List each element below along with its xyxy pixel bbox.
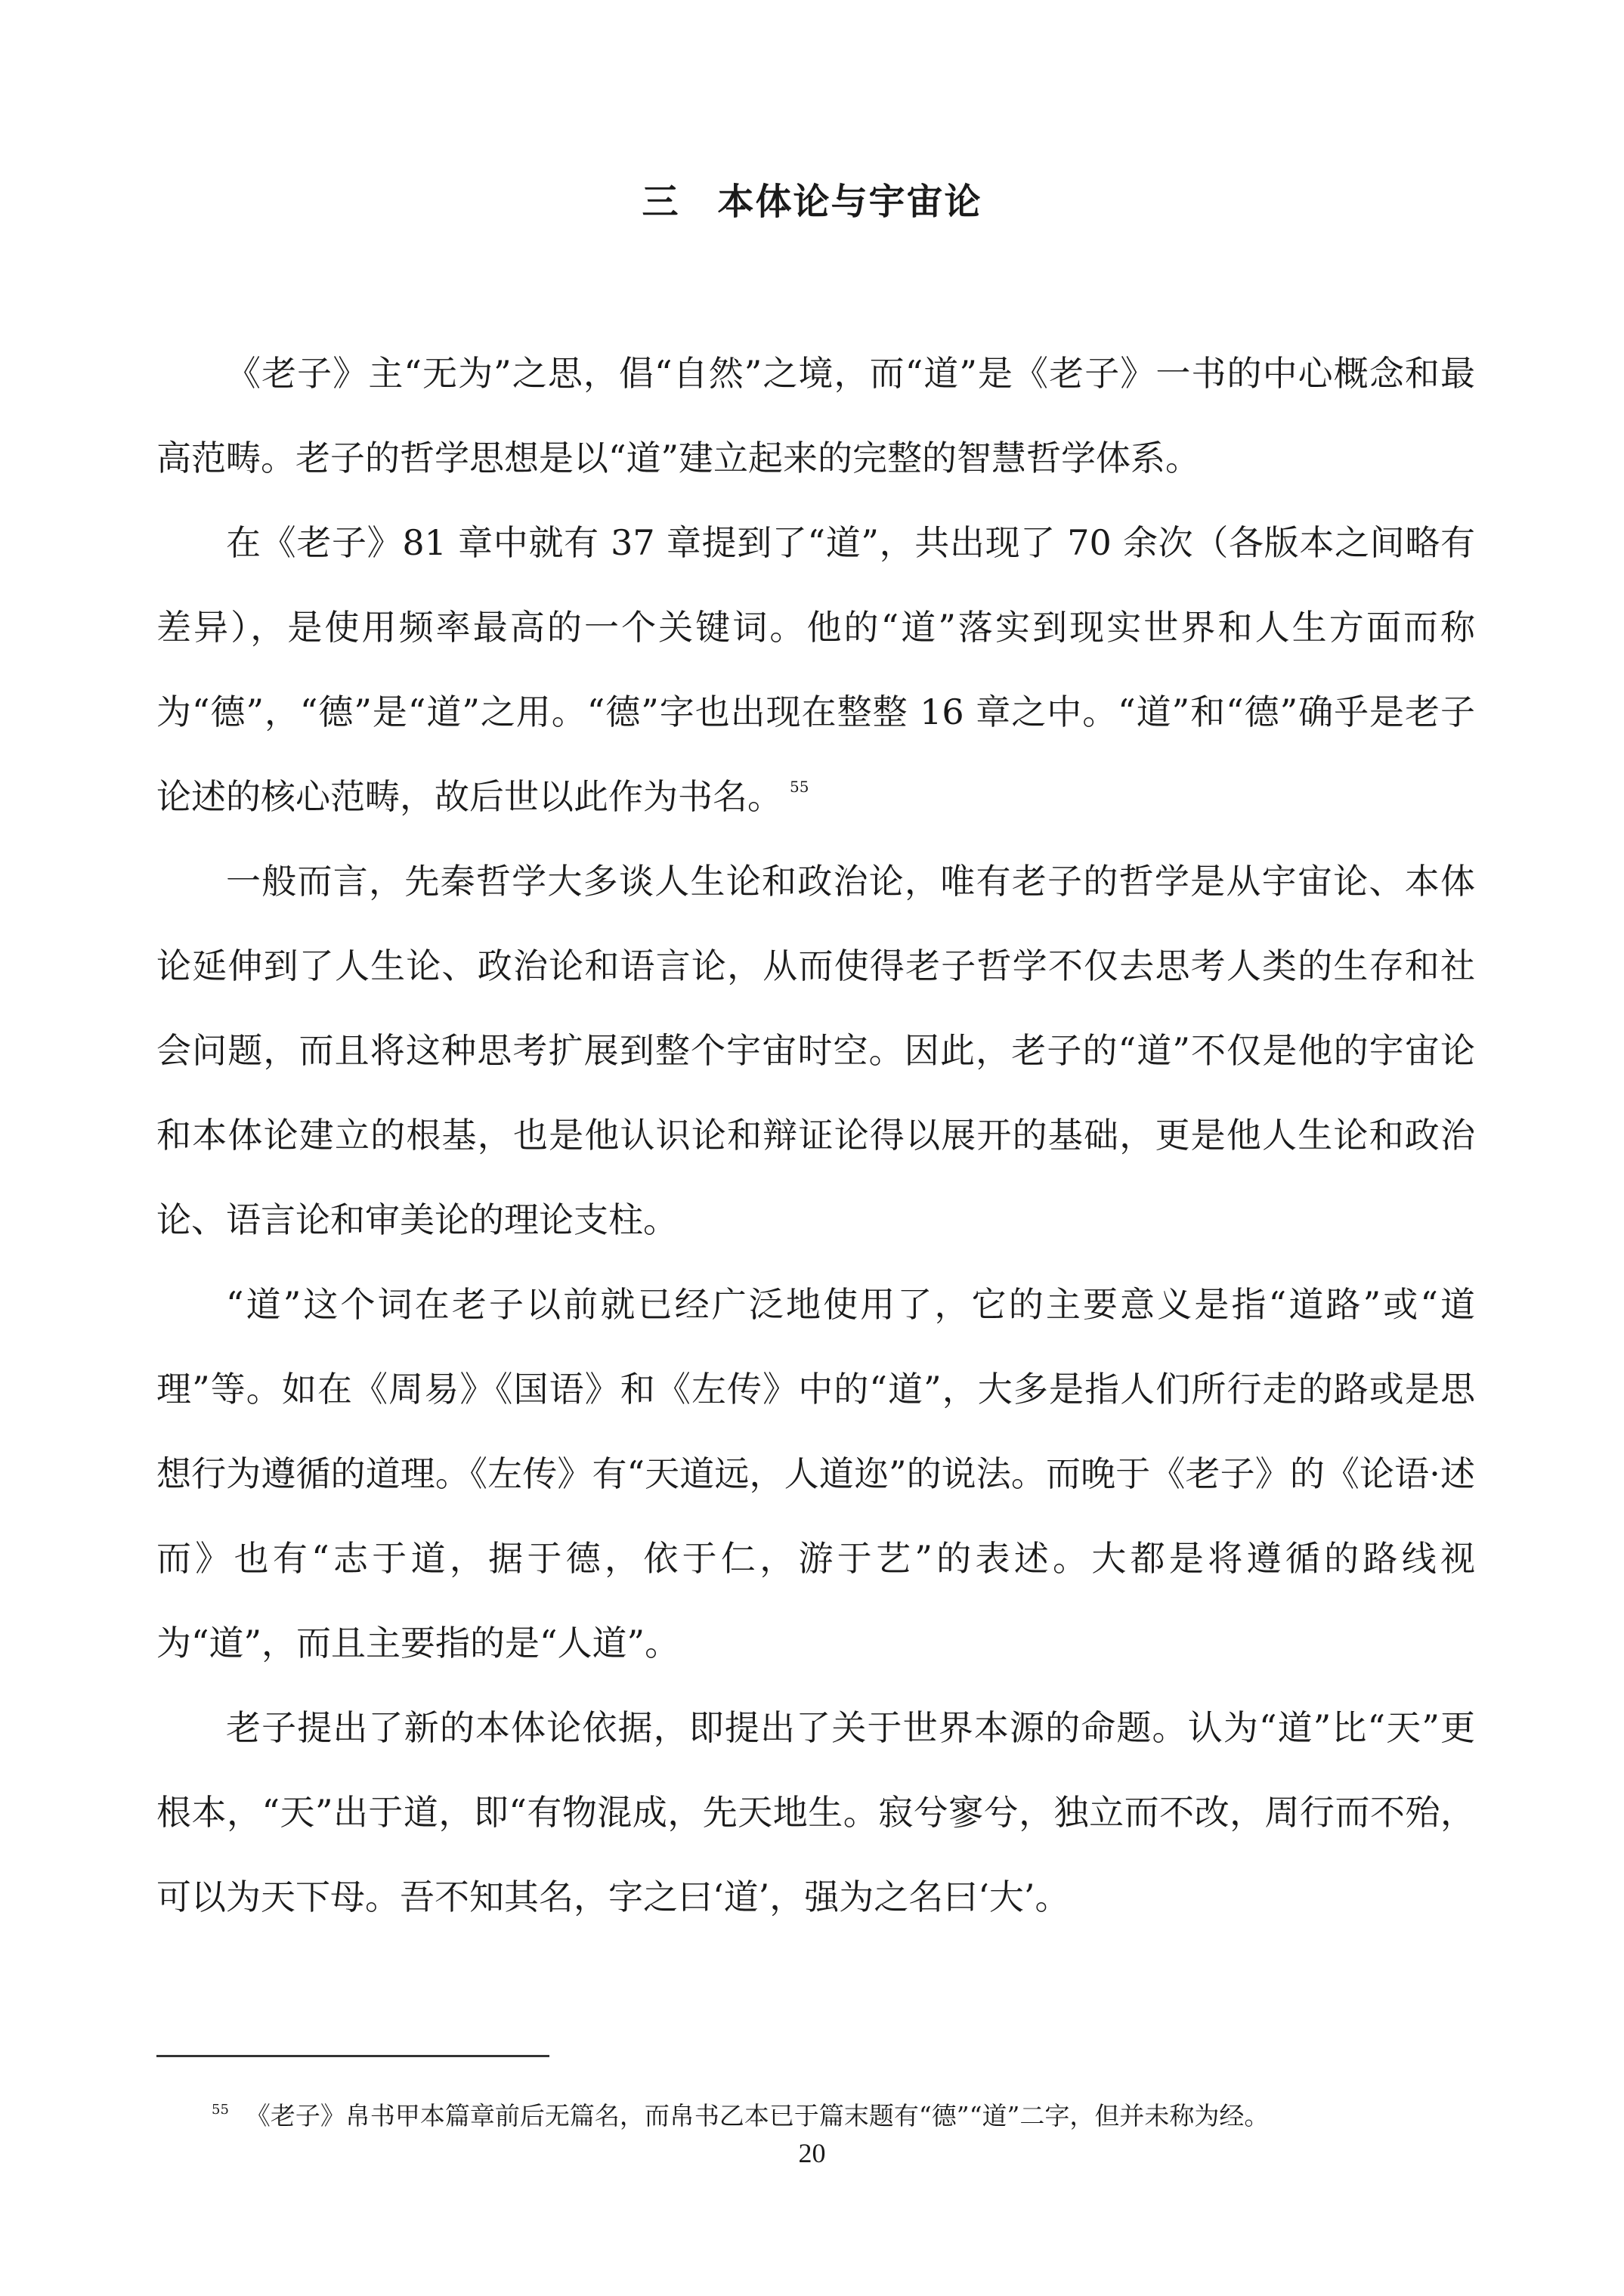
paragraph-5: 老子提出了新的本体论依据，即提出了关于世界本源的命题。认为“道”比“天”更根本，“天”出于道，即“有物混成，先天地生。寂兮寥兮，独立而不改，周行而不殆，可以为天下母。吾不知其名，字之曰‘道’，强为之名曰‘大’。: [156, 1707, 1475, 1917]
footnote: [212, 2093, 1489, 2133]
paragraph-1: 《老子》主“无为”之思，倡“自然”之境，而“道”是《老子》一书的中心概念和最高范畴。老子的哲学思想是以“道”建立起来的完整的智慧哲学体系。: [156, 353, 1475, 478]
section-title: [0, 172, 1624, 224]
footnote-number: 55: [212, 2102, 229, 2118]
body-text: [156, 331, 1475, 1939]
page-number: 20: [798, 2138, 826, 2168]
section-number: 三: [642, 181, 680, 223]
footnote-reference[interactable]: 55: [790, 778, 809, 796]
footnote-text: 《老子》帛书甲本篇章前后无篇名，而帛书乙本已于篇末题有“德”“道”二字，但并未称为经。: [245, 2101, 1270, 2130]
paragraph-3: 一般而言，先秦哲学大多谈人生论和政治论，唯有老子的哲学是从宇宙论、本体论延伸到了人生论、政治论和语言论，从而使得老子哲学不仅去思考人类的生存和社会问题，而且将这种思考扩展到整个宇宙时空。因此，老子的“道”不仅是他的宇宙论和本体论建立的根基，也是他认识论和辩证论得以展开的基础，更是他人生论和政治论、语言论和审美论的理论支柱。: [156, 861, 1475, 1240]
footnote-divider: [156, 2055, 549, 2057]
section-title-text: 本体论与宇宙论: [717, 181, 982, 223]
paragraph-2: 在《老子》81 章中就有 37 章提到了“道”，共出现了 70 余次（各版本之间略有差异），是使用频率最高的一个关键词。他的“道”落实到现实世界和人生方面而称为“德”，“德”是“道”之用。“德”字也出现在整整 16 章之中。“道”和“德”确乎是老子论述的核心范畴，故后世以此作为书名。 $^{55}$: [156, 522, 1475, 817]
paragraph-4: “道”这个词在老子以前就已经广泛地使用了，它的主要意义是指“道路”或“道理”等。如在《周易》《国语》和《左传》中的“道”，大多是指人们所行走的路或是思想行为遵循的道理。《左传》有“天道远，人道迩”的说法。而晚于《老子》的《论语·述而》也有“志于道，据于德，依于仁，游于艺”的表述。大都是将遵循的路线视为“道”，而且主要指的是“人道”。: [156, 1284, 1475, 1663]
